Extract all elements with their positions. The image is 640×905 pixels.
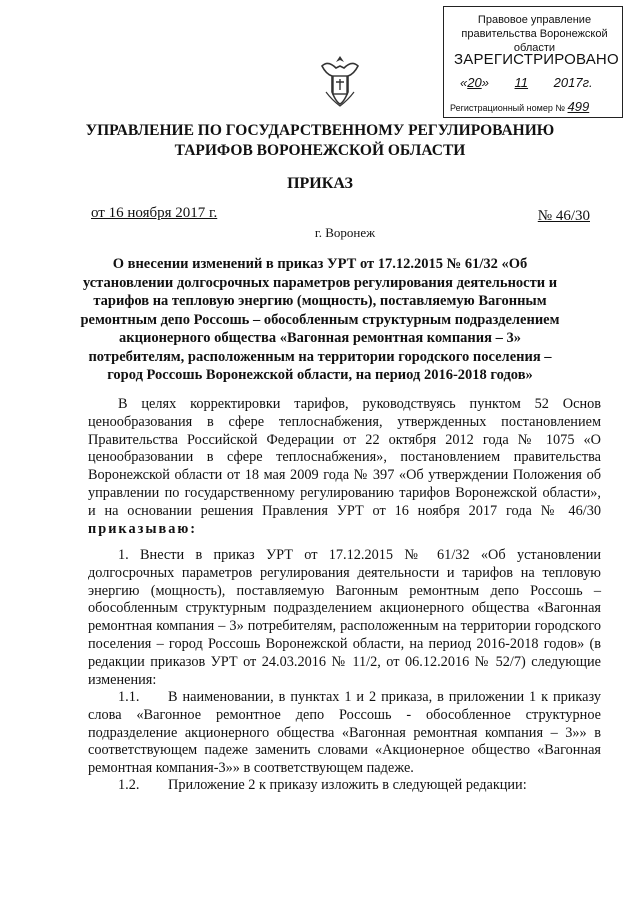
- item-1-1-paragraph: [88, 689, 601, 778]
- item-1-paragraph: 1. Внести в приказ УРТ от 17.12.2015 № 61/32 «Об установлении долгосрочных параметров регулирования деятельности и тарифов на тепловую энергию (мощность), поставляемую Вагонным ремонтным депо Россошь – обособленным структурным подразделением акционерного общества «Вагонная ремонтная компания – 3» потребителям, расположенным на территории городского поселения – город Россошь Воронежской области, на период 2016-2018 годов» (в редакции приказов УРТ от 24.03.2016 № 11/2, от 06.12.2016 № 52/7) следующие изменения:: [88, 547, 601, 688]
- stamp-reg-value: 499: [567, 99, 590, 114]
- stamp-day: 20: [467, 75, 482, 90]
- org-name-line2: ТАРИФОВ ВОРОНЕЖСКОЙ ОБЛАСТИ: [174, 142, 466, 159]
- order-date: от 16 ноября 2017 г.: [91, 205, 218, 221]
- stamp-month: 11: [514, 75, 529, 90]
- stamp-year: 2017: [553, 75, 583, 90]
- org-name-line1: УПРАВЛЕНИЕ ПО ГОСУДАРСТВЕННОМУ РЕГУЛИРОВАНИЮ: [85, 122, 555, 139]
- item-1-2-text: Приложение 2 к приказу изложить в следующей редакции:: [168, 777, 527, 793]
- stamp-date: «20» 11 2017г.: [460, 75, 593, 90]
- item-1-1-number: 1.1.: [118, 689, 140, 705]
- city: г. Воронеж: [314, 225, 376, 240]
- item-1-1-text: В наименовании, в пунктах 1 и 2 приказа, в приложении 1 к приказу слова «Вагонное ремонтное депо Россошь - обособленное структурное подразделение акционерного общества «Вагонная ремонтная компания – 3»» в соответствующем падеже заменить словами «Акционерное общество «Вагонная ремонтная компания-3»» в соответствующем падеже.: [88, 689, 601, 777]
- stamp-reg-label: Регистрационный номер №: [450, 103, 566, 113]
- preamble-paragraph: [88, 396, 601, 538]
- stamp-year-suffix: г.: [582, 75, 593, 90]
- order-heading: О внесении изменений в приказ УРТ от 17.12.2015 № 61/32 «Об установлении долгосрочных параметров регулирования деятельности и тарифов на тепловую энергию (мощность), поставляемую Вагонным ремонтным депо Россошь – обособленным структурным подразделением акционерного общества «Вагонная ремонтная компания – 3» потребителям, расположенным на территории городского поселения – город Россошь Воронежской области, на период 2016-2018 годов»: [80, 256, 560, 383]
- document-type: ПРИКАЗ: [287, 175, 353, 192]
- registration-stamp: [443, 6, 623, 118]
- preamble-text: В целях корректировки тарифов, руководствуясь пунктом 52 Основ ценообразования в сфере теплоснабжения, утвержденных постановлением Правительства Российской Федерации от 22 октября 2012 года № 1075 «О ценообразовании в сфере теплоснабжения», постановлением правительства Воронежской области от 18 мая 2009 года № 397 «Об утверждении Положения об управлении по государственному регулированию тарифов Воронежской области», и на основании решения Правления УРТ от 16 ноября 2017 года № 46/30: [88, 396, 601, 519]
- order-word: приказываю:: [88, 520, 198, 537]
- item-1-2-number: 1.2.: [118, 777, 140, 793]
- coat-of-arms-icon: [318, 52, 362, 108]
- item-1-2-paragraph: [88, 777, 601, 795]
- stamp-reg-number: [450, 99, 589, 114]
- stamp-registered: ЗАРЕГИСТРИРОВАНО: [454, 51, 619, 68]
- order-number: № 46/30: [537, 208, 590, 224]
- stamp-authority: Правовое управление правительства Воронежской области: [461, 14, 608, 54]
